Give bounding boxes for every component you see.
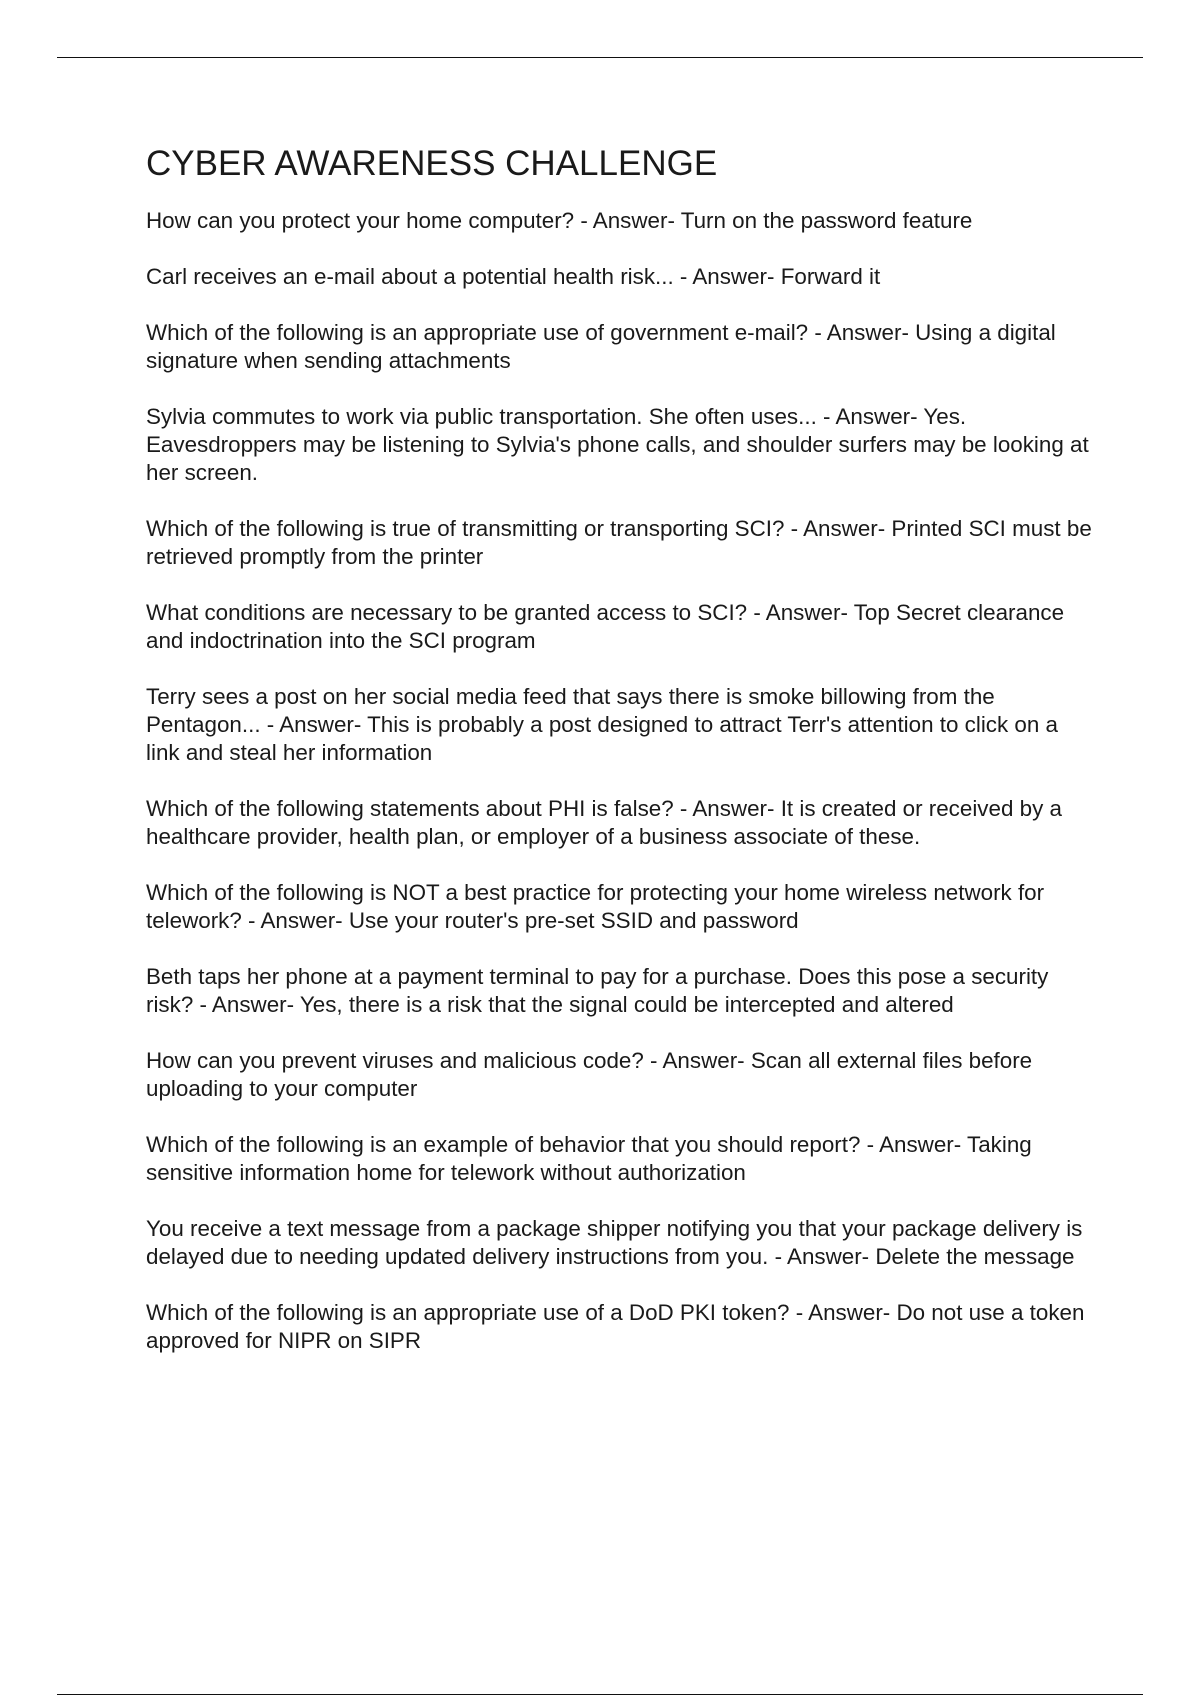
qa-item: Which of the following statements about PHI is false? - Answer- It is created or received by a healthcare provider, health plan, or employer of a business associate of these.	[146, 796, 1062, 849]
bottom-divider	[57, 1694, 1143, 1695]
qa-item: Which of the following is true of transmitting or transporting SCI? - Answer- Printed SCI must be retrieved promptly from the printer	[146, 516, 1092, 569]
document-title: CYBER AWARENESS CHALLENGE	[146, 144, 718, 183]
qa-item: You receive a text message from a package shipper notifying you that your package delivery is delayed due to needing updated delivery instructions from you. - Answer- Delete the message	[146, 1216, 1083, 1269]
qa-item: Carl receives an e-mail about a potential health risk... - Answer- Forward it	[146, 264, 881, 289]
qa-item: Which of the following is an example of behavior that you should report? - Answer- Taking sensitive information home for telework without authorization	[146, 1132, 1032, 1185]
qa-item: Terry sees a post on her social media feed that says there is smoke billowing from the Pentagon... - Answer- This is probably a post designed to attract Terr's attention to click on a link and steal her information	[146, 684, 1059, 765]
qa-item: Which of the following is NOT a best practice for protecting your home wireless network for telework? - Answer- Use your router's pre-set SSID and password	[146, 880, 1045, 933]
qa-item: How can you protect your home computer? - Answer- Turn on the password feature	[146, 208, 973, 233]
qa-item: Beth taps her phone at a payment terminal to pay for a purchase. Does this pose a security risk? - Answer- Yes, there is a risk that the signal could be intercepted and altered	[146, 964, 1049, 1017]
qa-item: How can you prevent viruses and malicious code? - Answer- Scan all external files before uploading to your computer	[146, 1048, 1033, 1101]
qa-item: What conditions are necessary to be granted access to SCI? - Answer- Top Secret clearance and indoctrination into the SCI program	[146, 600, 1065, 653]
qa-item: Which of the following is an appropriate use of government e-mail? - Answer- Using a digital signature when sending attachments	[146, 320, 1056, 373]
qa-item: Which of the following is an appropriate use of a DoD PKI token? - Answer- Do not use a token approved for NIPR on SIPR	[146, 1300, 1085, 1353]
document-body	[146, 142, 1096, 1383]
qa-item: Sylvia commutes to work via public transportation. She often uses... - Answer- Yes. Eavesdroppers may be listening to Sylvia's phone calls, and shoulder surfers may be looking at her screen.	[146, 404, 1089, 485]
top-divider	[57, 57, 1143, 58]
